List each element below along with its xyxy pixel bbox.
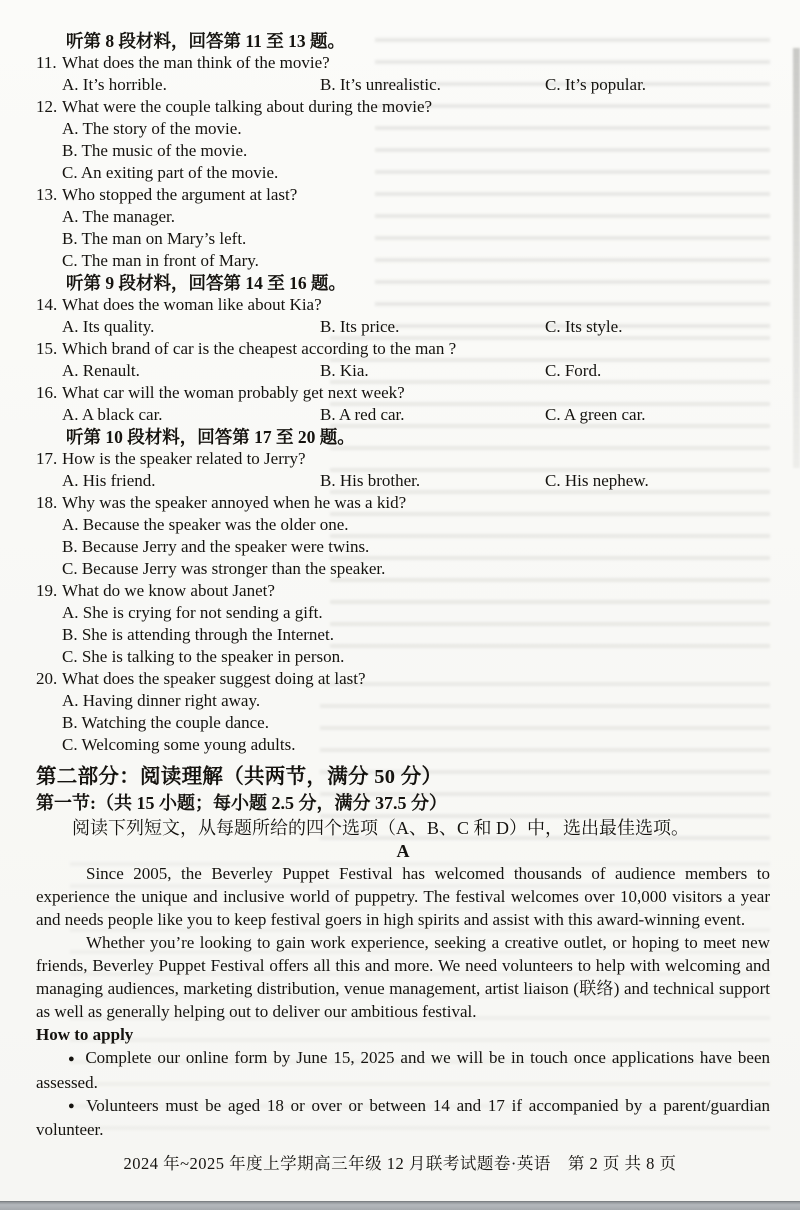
- option: C. Welcoming some young adults.: [62, 735, 296, 754]
- passage-paragraph: Whether you’re looking to gain work experience, seeking a creative outlet, or hoping to meet new friends, Beverley Puppet Festival offers all this and more. We need volunteers to help with welcoming and managing audiences, marketing distribution, venue management, artist liaison (联络) and technical support as well as generally helping out to deliver our ambitious festival.: [36, 933, 770, 1021]
- option: C. A green car.: [545, 405, 646, 424]
- options: [62, 316, 770, 338]
- options: [36, 690, 770, 756]
- question-text: What does the man think of the movie?: [62, 53, 330, 72]
- option: C. Because Jerry was stronger than the speaker.: [62, 559, 386, 578]
- option: C. The man in front of Mary.: [62, 251, 259, 270]
- option: A. Having dinner right away.: [62, 691, 261, 710]
- option: A. She is crying for not sending a gift.: [62, 603, 323, 622]
- question-number: 17.: [36, 449, 58, 468]
- options: [62, 470, 770, 492]
- option: A. Its quality.: [62, 317, 155, 336]
- option: B. A red car.: [320, 405, 405, 424]
- option: B. Kia.: [320, 361, 369, 380]
- question: [36, 184, 770, 272]
- question: [36, 580, 770, 668]
- option: A. Renault.: [62, 361, 140, 380]
- option: C. Its style.: [545, 317, 623, 336]
- question: [36, 448, 770, 492]
- question-number: 20.: [36, 669, 58, 688]
- scan-edge-streak: [793, 48, 800, 468]
- material-hint: 听第 10 段材料，回答第 17 至 20 题。: [66, 427, 355, 447]
- question: [36, 338, 770, 382]
- option: B. She is attending through the Internet.: [62, 625, 334, 644]
- question-number: 16.: [36, 383, 58, 402]
- passage-body: [36, 862, 770, 1141]
- question-number: 11.: [36, 53, 57, 72]
- question: [36, 294, 770, 338]
- option: A. His friend.: [62, 471, 156, 490]
- option: A. The manager.: [62, 207, 175, 226]
- option: B. The man on Mary’s left.: [62, 229, 247, 248]
- bullet-icon: ●: [68, 1052, 77, 1065]
- options: [36, 118, 770, 184]
- bullet-icon: ●: [68, 1100, 78, 1112]
- question: [36, 52, 770, 96]
- question-number: 14.: [36, 295, 58, 314]
- question: [36, 492, 770, 580]
- scan-bottom-edge: [0, 1201, 800, 1210]
- listening-questions: [36, 30, 770, 756]
- option: A. It’s horrible.: [62, 75, 167, 94]
- question-text: What were the couple talking about during the movie?: [62, 97, 433, 116]
- question: [36, 96, 770, 184]
- question-number: 13.: [36, 185, 58, 204]
- option: B. It’s unrealistic.: [320, 75, 441, 94]
- page-content: [36, 30, 770, 1141]
- question-number: 12.: [36, 97, 58, 116]
- page-footer: 2024 年~2025 年度上学期高三年级 12 月联考试题卷·英语 第 2 页 共 8 页: [123, 1154, 677, 1173]
- question: [36, 668, 770, 756]
- how-to-apply-heading: How to apply: [36, 1025, 134, 1044]
- option: B. Its price.: [320, 317, 400, 336]
- option: C. Ford.: [545, 361, 602, 380]
- option: C. An exiting part of the movie.: [62, 163, 279, 182]
- option: C. She is talking to the speaker in person.: [62, 647, 345, 666]
- option: A. A black car.: [62, 405, 163, 424]
- option: A. Because the speaker was the older one.: [62, 515, 349, 534]
- question-text: Why was the speaker annoyed when he was a kid?: [62, 493, 407, 512]
- question-text: What does the speaker suggest doing at last?: [62, 669, 366, 688]
- material-hint: 听第 9 段材料，回答第 14 至 16 题。: [66, 273, 346, 293]
- option: B. Because Jerry and the speaker were twins.: [62, 537, 370, 556]
- passage-paragraph: Since 2005, the Beverley Puppet Festival has welcomed thousands of audience members to experience the unique and inclusive world of puppetry. The festival welcomes over 10,000 visitors a year and needs people like you to keep festival goers in high spirits and assist with this award-winning event.: [36, 864, 770, 929]
- option: C. It’s popular.: [545, 75, 647, 94]
- option: C. His nephew.: [545, 471, 649, 490]
- question-text: What do we know about Janet?: [62, 581, 275, 600]
- question-text: What car will the woman probably get next week?: [62, 383, 405, 402]
- question-text: Which brand of car is the cheapest according to the man ?: [62, 339, 457, 358]
- option: B. Watching the couple dance.: [62, 713, 269, 732]
- question-number: 15.: [36, 339, 58, 358]
- options: [62, 74, 770, 96]
- option: A. The story of the movie.: [62, 119, 242, 138]
- reading-instruction: 阅读下列短文，从每题所给的四个选项（A、B、C 和 D）中，选出最佳选项。: [72, 818, 690, 838]
- question-text: Who stopped the argument at last?: [62, 185, 298, 204]
- material-hint: 听第 8 段材料，回答第 11 至 13 题。: [66, 31, 346, 51]
- options: [36, 206, 770, 272]
- question-number: 19.: [36, 581, 58, 600]
- question: [36, 382, 770, 426]
- question-text: How is the speaker related to Jerry?: [62, 449, 306, 468]
- options: [62, 404, 770, 426]
- option: B. The music of the movie.: [62, 141, 248, 160]
- reading-section-title: 第一节:（共 15 小题；每小题 2.5 分，满分 37.5 分）: [36, 793, 447, 813]
- reading-part-title: 第二部分：阅读理解（共两节，满分 50 分）: [36, 766, 443, 788]
- options: [62, 360, 770, 382]
- question-number: 18.: [36, 493, 58, 512]
- passage-label: A: [396, 841, 410, 861]
- bullet-item: ● Volunteers must be aged 18 or over or between 14 and 17 if accompanied by a parent/guardian volunteer.: [36, 1095, 770, 1139]
- options: [36, 602, 770, 668]
- options: [36, 514, 770, 580]
- option: B. His brother.: [320, 471, 421, 490]
- bullet-item: ● Complete our online form by June 15, 2025 and we will be in touch once applications have been assessed.: [36, 1048, 770, 1092]
- question-text: What does the woman like about Kia?: [62, 295, 322, 314]
